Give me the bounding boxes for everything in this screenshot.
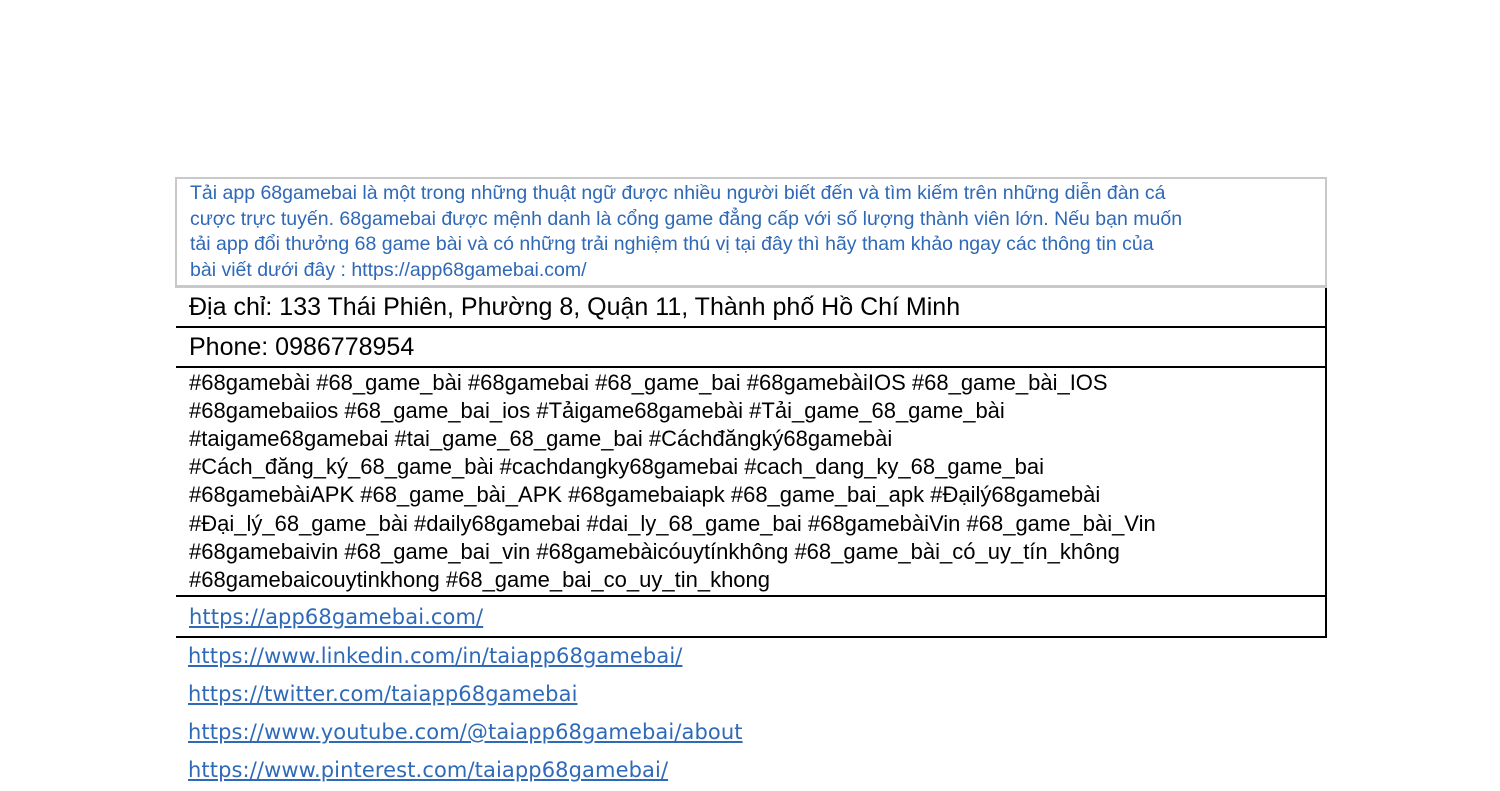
pinterest-link[interactable]: https://www.pinterest.com/taiapp68gamebai/ — [188, 758, 669, 782]
hashtags-block — [176, 367, 1326, 596]
hashtag-line: #68gamebaivin #68_game_bai_vin #68gamebàicóuytínkhông #68_game_bài_có_uy_tín_không — [189, 538, 1120, 564]
website-link[interactable]: https://app68gamebai.com/ — [189, 605, 484, 629]
hashtag-line: #68gamebàiAPK #68_game_bài_APK #68gamebaiapk #68_game_bai_apk #Đạilý68gamebài — [189, 482, 1101, 508]
youtube-link-row — [188, 714, 743, 752]
hashtags-row — [176, 367, 1326, 596]
info-table — [175, 177, 1327, 638]
address-row — [176, 287, 1326, 327]
twitter-link[interactable]: https://twitter.com/taiapp68gamebai — [188, 682, 578, 706]
intro-line: bài viết dưới đây : https://app68gamebai.com/ — [190, 258, 587, 281]
hashtag-line: #Cách_đăng_ký_68_game_bài #cachdangky68gamebai #cach_dang_ky_68_game_bai — [189, 454, 1044, 480]
linkedin-link[interactable]: https://www.linkedin.com/in/taiapp68gamebai/ — [188, 644, 683, 668]
linkedin-link-row — [188, 638, 743, 676]
hashtag-line: #68gamebài #68_game_bài #68gamebai #68_game_bai #68gamebàiIOS #68_game_bài_IOS — [189, 369, 1108, 395]
website-cell — [176, 596, 1326, 637]
phone-text: Phone: 0986778954 — [176, 327, 1326, 367]
intro-line: tải app đổi thưởng 68 game bài và có những trải nghiệm thú vị tại đây thì hãy tham khảo ngay các thông tin của — [190, 233, 1154, 255]
website-row — [176, 596, 1326, 637]
pinterest-link-row — [188, 752, 743, 790]
intro-line: cược trực tuyến. 68gamebai được mệnh danh là cổng game đẳng cấp với số lượng thành viên lớn. Nếu bạn muốn — [190, 207, 1183, 230]
social-links — [188, 638, 743, 790]
twitter-link-row — [188, 676, 743, 714]
hashtag-line: #68gamebaiios #68_game_bai_ios #Tảigame68gamebài #Tải_game_68_game_bài — [189, 397, 1005, 423]
hashtag-line: #Đại_lý_68_game_bài #daily68gamebai #dai_ly_68_game_bai #68gamebàiVin #68_game_bài_Vin — [189, 510, 1156, 536]
intro-row — [176, 178, 1326, 287]
intro-paragraph — [176, 178, 1326, 287]
hashtag-line: #taigame68gamebai #tai_game_68_game_bai #Cáchđăngký68gamebài — [189, 425, 893, 451]
hashtag-line: #68gamebaicouytinkhong #68_game_bai_co_uy_tin_khong — [189, 566, 771, 592]
youtube-link[interactable]: https://www.youtube.com/@taiapp68gamebai/about — [188, 720, 743, 744]
address-text: Địa chỉ: 133 Thái Phiên, Phường 8, Quận 11, Thành phố Hồ Chí Minh — [176, 287, 1326, 327]
phone-row — [176, 327, 1326, 367]
intro-line: Tải app 68gamebai là một trong những thuật ngữ được nhiều người biết đến và tìm kiếm trên những diễn đàn cá — [190, 182, 1166, 204]
